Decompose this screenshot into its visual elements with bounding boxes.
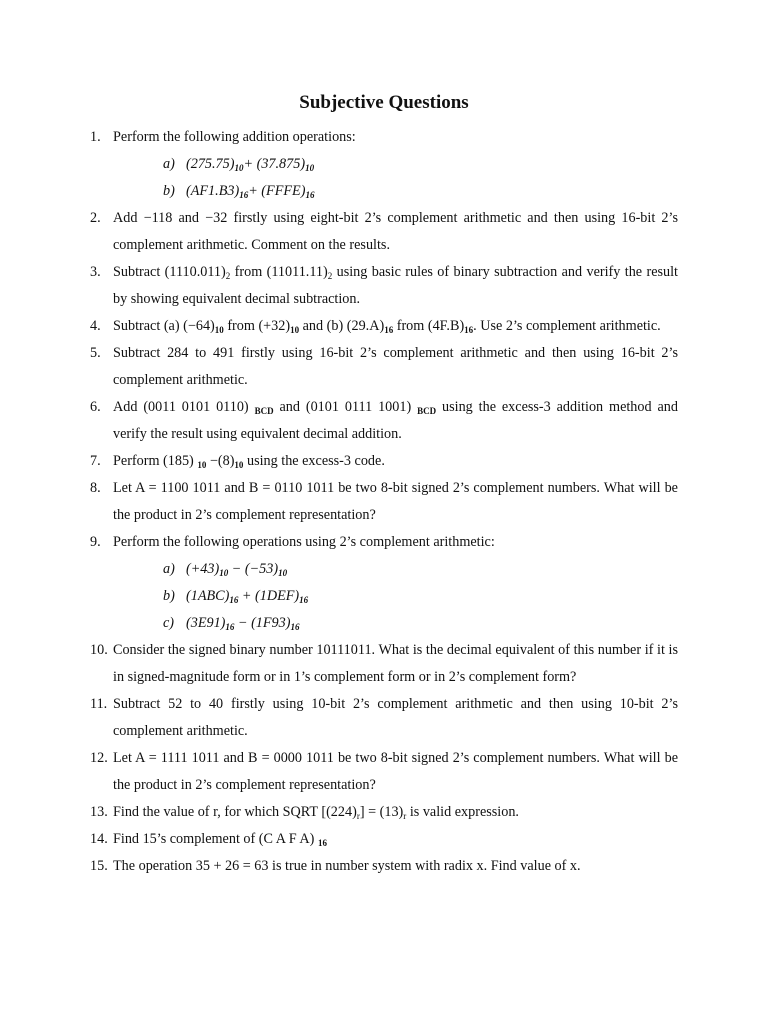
sub-text: $(+43)_{10} - (-53)_{10}$ (186, 561, 288, 578)
question-number: 13. (90, 804, 108, 820)
question-text: Let A = 1100 1011 and B = 0110 1011 be two 8-bit signed 2’s complement numbers. What will be the product in 2’s complement representation? (113, 480, 678, 523)
question-number: 12. (90, 750, 108, 766)
question-number: 3. (90, 264, 101, 280)
question-8 (90, 475, 678, 529)
sub-text: $(3E91)_{16} - (1F93)_{16}$ (186, 615, 300, 632)
page-title: Subjective Questions (299, 92, 469, 113)
sub-label: a) (163, 561, 175, 577)
question-text: Perform (185) $_{10} -(8)_{10}$ using the excess-3 code. (113, 453, 385, 470)
question-7 (90, 448, 678, 475)
question-1 (90, 124, 678, 151)
question-10 (90, 637, 678, 691)
question-text: Subtract $(1110.011)_2$ from $(11011.11)_2$ using basic rules of binary subtraction and verify the result by showing equivalent decimal subtraction. (113, 264, 678, 307)
question-5 (90, 340, 678, 394)
question-text: Let A = 1111 1011 and B = 0000 1011 be two 8-bit signed 2’s complement numbers. What will be the product in 2’s complement representation? (113, 750, 678, 793)
question-number: 9. (90, 534, 101, 550)
question-3 (90, 259, 678, 313)
question-text: Add (0011 0101 0110) $_{BCD}$ and (0101 0111 1001) $_{BCD}$ using the excess-3 addition method and verify the result using equivalent decimal addition. (113, 399, 678, 442)
sub-text: $(AF1.B3)_{16}+$ $(FFFE)_{16}$ (186, 183, 315, 200)
question-15 (90, 853, 678, 880)
question-number: 8. (90, 480, 101, 496)
question-text: Subtract 52 to 40 firstly using 10-bit 2’s complement arithmetic and then using 10-bit 2’s complement arithmetic. (113, 696, 678, 739)
question-9 (90, 529, 678, 556)
question-13 (90, 799, 678, 826)
sub-label: c) (163, 615, 175, 631)
sub-question-1a (90, 151, 678, 178)
sub-question-9c (90, 610, 678, 637)
question-text: Perform the following addition operations: (113, 129, 356, 145)
question-2 (90, 205, 678, 259)
question-text: Consider the signed binary number 10111011. What is the decimal equivalent of this number if it is in signed-magnitude form or in 1’s complement form or in 2’s complement form? (113, 642, 678, 685)
sub-label: b) (163, 588, 175, 604)
question-4 (90, 313, 678, 340)
sub-question-9a (90, 556, 678, 583)
question-number: 1. (90, 129, 101, 145)
sub-question-1b (90, 178, 678, 205)
question-number: 10. (90, 642, 108, 658)
question-6 (90, 394, 678, 448)
sub-text: $(1ABC)_{16} + (1DEF)_{16}$ (186, 588, 309, 605)
question-number: 11. (90, 696, 108, 712)
question-number: 5. (90, 345, 101, 361)
sub-label: a) (163, 156, 175, 172)
question-text: Subtract 284 to 491 firstly using 16-bit 2’s complement arithmetic and then using 16-bit 2’s complement arithmetic. (113, 345, 678, 388)
question-number: 4. (90, 318, 101, 334)
sub-label: b) (163, 183, 175, 199)
question-number: 6. (90, 399, 101, 415)
question-14 (90, 826, 678, 853)
question-text: Find the value of r, for which SQRT $[(224)_r] = (13)_r$ is valid expression. (113, 804, 519, 821)
question-number: 15. (90, 858, 108, 874)
question-number: 2. (90, 210, 101, 226)
question-text: The operation 35 + 26 = 63 is true in number system with radix x. Find value of x. (113, 858, 581, 874)
question-text: Find 15’s complement of (C A F A) $_{16}$ (113, 831, 327, 848)
question-list (90, 124, 678, 880)
question-12 (90, 745, 678, 799)
question-11 (90, 691, 678, 745)
sub-text: $(275.75)_{10}+ (37.875)_{10}$ (186, 156, 315, 173)
question-number: 7. (90, 453, 101, 469)
question-text: Perform the following operations using 2’s complement arithmetic: (113, 534, 495, 550)
question-text: Add −118 and −32 firstly using eight-bit 2’s complement arithmetic and then using 16-bit 2’s complement arithmetic. Comment on the results. (113, 210, 678, 253)
sub-question-9b (90, 583, 678, 610)
question-text: Subtract (a) $(-64)_{10}$ from $(+32)_{10}$ and (b) $(29.A)_{16}$ from $(4F.B)_{16}$. Use 2’s complement arithmetic. (113, 318, 661, 335)
question-number: 14. (90, 831, 108, 847)
